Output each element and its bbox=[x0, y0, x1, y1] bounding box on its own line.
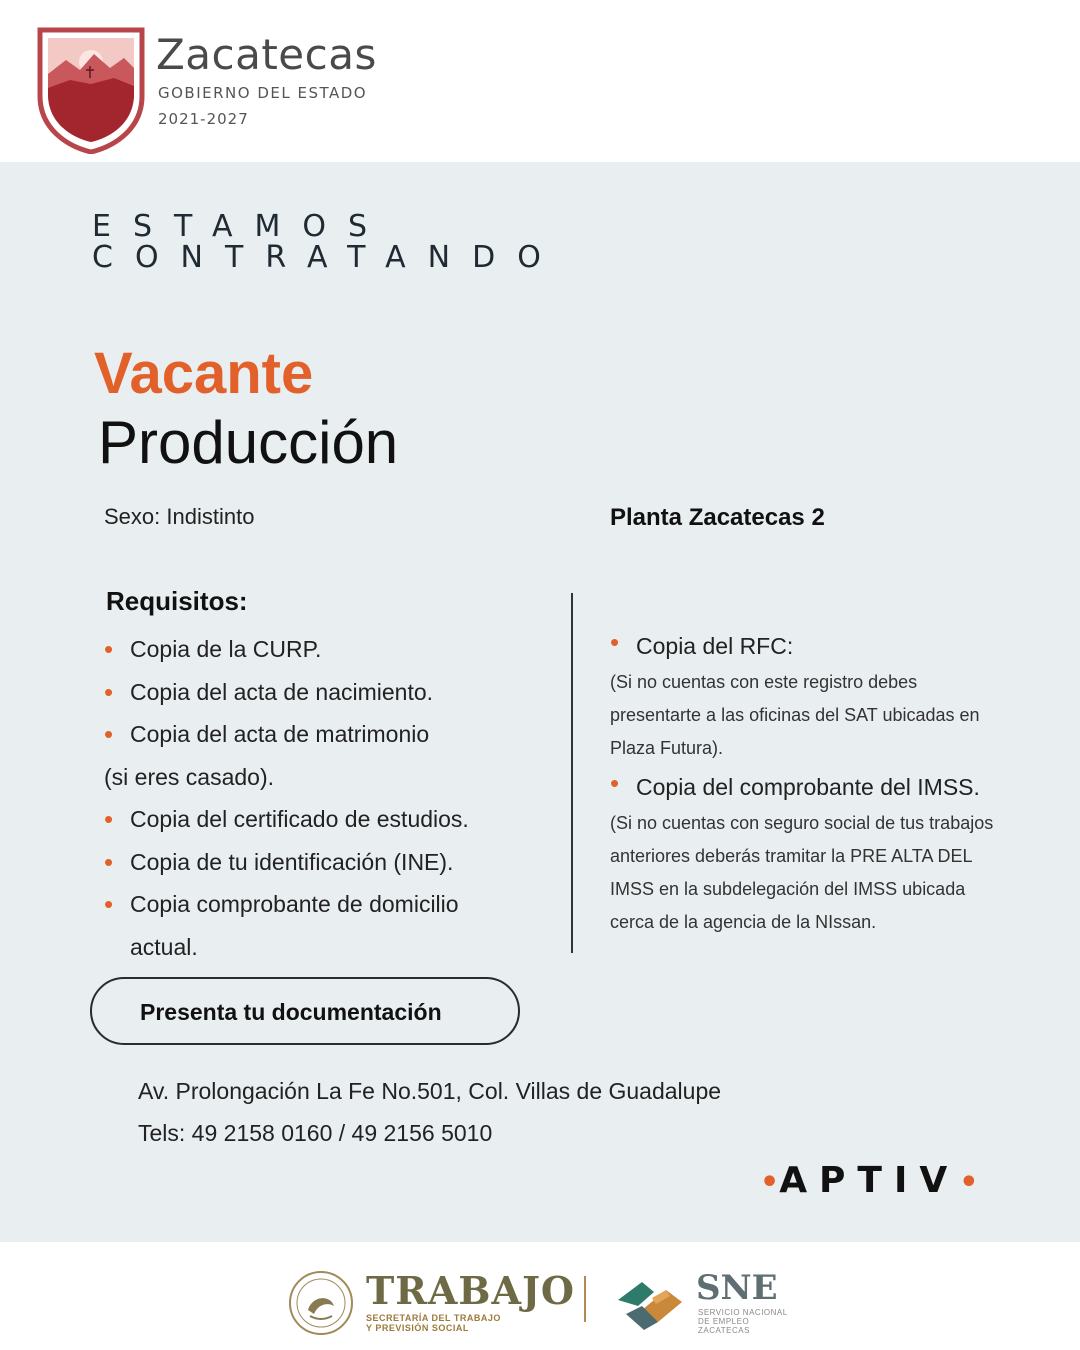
zacatecas-shield-icon bbox=[36, 24, 146, 154]
sne-logo-text: SNE bbox=[696, 1268, 778, 1308]
dot-icon: • bbox=[959, 1165, 979, 1200]
list-item bbox=[104, 671, 564, 714]
list-item bbox=[610, 628, 1050, 664]
list-item bbox=[104, 713, 564, 756]
trabajo-logo-text: TRABAJO bbox=[366, 1268, 576, 1313]
list-item-text: actual. bbox=[130, 933, 198, 960]
sne-sub-line: ZACATECAS bbox=[698, 1326, 750, 1335]
bullet-icon: • bbox=[610, 768, 620, 798]
company-name: APTIV bbox=[779, 1160, 960, 1201]
sne-sub-line: DE EMPLEO bbox=[698, 1317, 750, 1326]
list-item-note bbox=[610, 807, 1050, 939]
bullet-icon: • bbox=[104, 676, 114, 707]
trabajo-subtitle bbox=[366, 1313, 501, 1333]
position-title: Producción bbox=[98, 409, 399, 476]
brand-subtitle: GOBIERNO DEL ESTADO bbox=[158, 84, 368, 102]
brand-name: Zacatecas bbox=[156, 30, 377, 79]
list-item-text: Copia del acta de nacimiento. bbox=[130, 678, 434, 705]
list-item-text: Copia del comprobante del IMSS. bbox=[636, 774, 980, 800]
list-item bbox=[104, 798, 564, 841]
bullet-icon: • bbox=[104, 634, 114, 664]
bullet-icon: • bbox=[104, 889, 114, 919]
bullet-icon: • bbox=[104, 719, 114, 749]
list-item-text: Copia del RFC: bbox=[636, 633, 794, 659]
list-item-text: Copia de la CURP. bbox=[130, 636, 322, 662]
header bbox=[0, 0, 1080, 162]
column-divider bbox=[571, 593, 573, 953]
sex-requirement: Sexo: Indistinto bbox=[104, 504, 255, 529]
list-item-text: Copia comprobante de domicilio bbox=[130, 891, 459, 917]
headline-line-1: ESTAMOS bbox=[92, 209, 390, 244]
note-line: Plaza Futura). bbox=[610, 738, 724, 758]
note-line: anteriores deberás tramitar la PRE ALTA DEL bbox=[610, 846, 973, 866]
list-item-text: Copia de tu identificación (INE). bbox=[130, 848, 454, 875]
brand-years: 2021-2027 bbox=[158, 110, 249, 128]
note-line: (Si no cuentas con este registro debes bbox=[610, 672, 918, 692]
sne-subtitle bbox=[698, 1308, 788, 1335]
trabajo-sub-line: Y PREVISIÓN SOCIAL bbox=[366, 1323, 469, 1333]
address: Av. Prolongación La Fe No.501, Col. Villas de Guadalupe bbox=[138, 1078, 722, 1104]
dot-icon: • bbox=[760, 1165, 780, 1200]
bullet-icon: • bbox=[104, 804, 114, 834]
requirements-list-right bbox=[610, 628, 1050, 943]
note-line: (Si no cuentas con seguro social de tus trabajos bbox=[610, 813, 994, 833]
note-line: presentarte a las oficinas del SAT ubicadas en bbox=[610, 705, 980, 725]
list-item bbox=[104, 756, 564, 799]
requirements-list-left bbox=[104, 628, 564, 968]
list-item-note bbox=[610, 666, 1050, 765]
list-item bbox=[104, 841, 564, 884]
phone-numbers: Tels: 49 2158 0160 / 49 2156 5010 bbox=[138, 1120, 493, 1146]
list-item-text: Copia del certificado de estudios. bbox=[130, 806, 469, 832]
bullet-icon: • bbox=[610, 627, 620, 657]
note-line: IMSS en la subdelegación del IMSS ubicada bbox=[610, 879, 966, 899]
bullet-icon: • bbox=[104, 846, 114, 877]
present-documents-button[interactable] bbox=[90, 977, 520, 1045]
logo-divider bbox=[584, 1276, 586, 1322]
list-item bbox=[104, 883, 564, 926]
list-item bbox=[104, 926, 564, 969]
plant-name: Planta Zacatecas 2 bbox=[610, 504, 825, 531]
list-item bbox=[104, 628, 564, 671]
trabajo-sub-line: SECRETARÍA DEL TRABAJO bbox=[366, 1313, 501, 1323]
sne-handshake-icon bbox=[612, 1270, 688, 1336]
vacancy-label: Vacante bbox=[94, 341, 314, 406]
headline-line-2: CONTRATANDO bbox=[92, 240, 563, 275]
list-item-text: Copia del acta de matrimonio bbox=[130, 721, 430, 747]
aptiv-logo bbox=[760, 1160, 978, 1204]
requirements-title: Requisitos: bbox=[106, 586, 248, 616]
list-item bbox=[610, 769, 1050, 805]
sne-sub-line: SERVICIO NACIONAL bbox=[698, 1308, 788, 1317]
mexico-seal-icon bbox=[288, 1270, 354, 1336]
list-item-text: (si eres casado). bbox=[104, 763, 275, 790]
button-label: Presenta tu documentación bbox=[140, 999, 442, 1025]
note-line: cerca de la agencia de la NIssan. bbox=[610, 912, 877, 932]
